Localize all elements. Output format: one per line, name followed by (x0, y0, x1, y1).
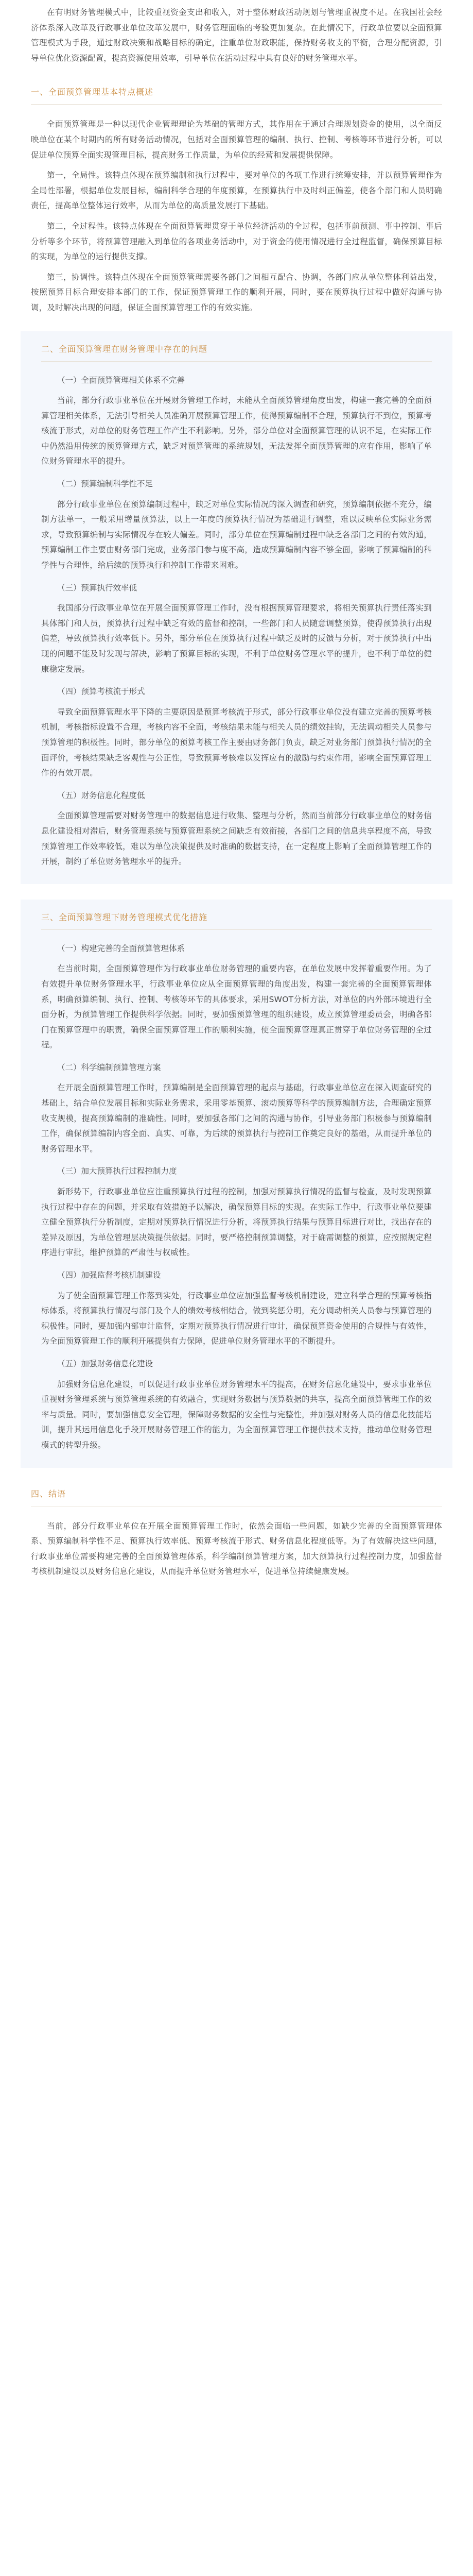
section-paragraph: 第二，全过程性。该特点体现在全面预算管理贯穿于单位经济活动的全过程，包括事前预测、事中控制、事后分析等多个环节，将预算管理融入到单位的各项业务活动中，对于资金的使用情况进行全过程监督，确保预算目标的实现，为单位的运行提供支撑。 (31, 221, 442, 262)
subsection-heading: （五）财务信息化程度低 (57, 790, 145, 800)
subsection-heading: （一）全面预算管理相关体系不完善 (57, 375, 185, 385)
subsection-heading: （二）科学编制预算管理方案 (57, 1062, 161, 1072)
subsection-paragraph: 为了使全面预算管理工作落到实处，行政事业单位应加强监督考核机制建设，建立科学合理的预算考核指标体系，将预算执行情况与部门及个人的绩效考核相结合，做到奖惩分明，充分调动相关人员参与预算管理的积极性。同时，要加强内部审计监督，定期对预算执行情况进行审计，确保预算资金使用的合规性与有效性，为全面预算管理工作的顺利开展提供有力保障，促进单位财务管理水平的不断提升。 (41, 1291, 432, 1346)
subsection-paragraph: 导致全面预算管理水平下降的主要原因是预算考核流于形式，部分行政事业单位没有建立完善的预算考核机制，考核指标设置不合理，考核内容不全面，考核结果未能与相关人员的绩效挂钩，无法调动相关人员参与预算管理的积极性。同时，部分单位的预算考核工作主要由财务部门负责，缺乏对业务部门预算执行情况的全面评价，考核结果缺乏客观性与公正性，导致预算考核难以发挥应有的激励与约束作用，影响全面预算管理工作的有效开展。 (41, 707, 432, 778)
subsection-heading: （三）加大预算执行过程控制力度 (57, 1166, 177, 1176)
section-paragraph: 当前，部分行政事业单位在开展全面预算管理工作时，依然会面临一些问题，如缺少完善的全面预算管理体系、预算编制科学性不足、预算执行效率低、预算考核流于形式、财务信息化程度低等。为了有效解决这些问题，行政事业单位需要构建完善的全面预算管理体系，科学编制预算管理方案，加大预算执行过程控制力度，加强监督考核机制建设以及财务信息化建设，从而提升单位财务管理水平，促进单位持续健康发展。 (31, 1521, 442, 1577)
subsection-heading: （四）预算考核流于形式 (57, 687, 145, 697)
subsection-heading: （五）加强财务信息化建设 (57, 1359, 153, 1368)
section-title: 二、全面预算管理在财务管理中存在的问题 (41, 344, 208, 354)
subsection-heading: （一）构建完善的全面预算管理体系 (57, 943, 185, 953)
section-box (21, 900, 452, 1468)
section-paragraph: 第一，全局性。该特点体现在预算编制和执行过程中，要对单位的各项工作进行统筹安排，并以预算管理作为全局性部署，根据单位发展目标，编制科学合理的年度预算，在预算执行中及时纠正偏差，使各个部门和人员明确责任，提高单位整体运行效率，从而为单位的高质量发展打下基础。 (31, 171, 442, 211)
section-box (21, 331, 452, 884)
subsection-paragraph: 全面预算管理需要对财务管理中的数据信息进行收集、整理与分析，然而当前部分行政事业单位的财务信息化建设相对滞后，财务管理系统与预算管理系统之间缺乏有效衔接，各部门之间的信息共享程度不高，导致预算管理工作效率较低，难以为单位决策提供及时准确的数据支持，在一定程度上影响了全面预算管理工作的开展，制约了单位财务管理水平的提升。 (41, 811, 432, 867)
section-title: 三、全面预算管理下财务管理模式优化措施 (41, 912, 208, 922)
subsection-heading: （四）加强监督考核机制建设 (57, 1270, 161, 1280)
section-divider (41, 361, 432, 362)
subsection-paragraph: 部分行政事业单位在预算编制过程中，缺乏对单位实际情况的深入调查和研究，预算编制依据不充分，编制方法单一，一般采用增量预算法，以上一年度的预算执行情况为基础进行调整，难以反映单位实际业务需求，导致预算编制与实际情况存在较大偏差。同时，部分单位在预算编制过程中缺乏各部门之间的有效沟通，预算编制工作主要由财务部门完成，业务部门参与度不高，造成预算编制内容不够全面，影响了预算编制的科学性与合理性，给后续的预算执行和控制工作带来困难。 (41, 499, 432, 570)
section-divider (41, 929, 432, 930)
subsection-paragraph: 在当前时期，全面预算管理作为行政事业单位财务管理的重要内容，在单位发展中发挥着重要作用。为了有效提升单位财务管理水平，行政事业单位应从全面预算管理的角度出发，构建一套完善的全面预算管理体系，明确预算编制、执行、控制、考核等环节的具体要求，采用SWOT分析方法，对单位的内外部环境进行全面分析，为预算管理工作提供科学依据。同时，要加强预算管理的组织建设，成立预算管理委员会，明确各部门在预算管理中的职责，确保全面预算管理工作的顺利实施，使全面预算管理真正贯穿于单位财务管理的全过程。 (41, 964, 432, 1050)
subsection-paragraph: 新形势下，行政事业单位应注重预算执行过程的控制，加强对预算执行情况的监督与检查，及时发现预算执行过程中存在的问题，并采取有效措施予以解决，确保预算目标的实现。在实际工作中，行政事业单位要建立健全预算执行分析制度，定期对预算执行情况进行分析，将预算执行结果与预算目标进行对比，找出存在的差异及原因，为单位管理层决策提供依据。同时，要严格控制预算调整，对于确需调整的预算，应按照规定程序进行审批，维护预算的严肃性与权威性。 (41, 1187, 432, 1258)
intro-paragraph: 在有明财务管理模式中，比较重视资金支出和收入，对于整体财政活动规划与管理重视度不足。在我国社会经济体系深入改革及行政事业单位改革发展中，财务管理面临的考验更加复杂。在此情况下，行政单位要以全面预算管理模式为手段，通过财政决策和战略目标的确定，注重单位财政职能，保持财务收支的平衡，合理分配资源，引导单位优化资源配置，提高资源使用效率，引导单位在活动过程中具有良好的财务管理水平。 (31, 8, 442, 63)
section-title: 一、全面预算管理基本特点概述 (31, 87, 154, 97)
subsection-paragraph: 加强财务信息化建设，可以促进行政事业单位财务管理水平的提高，在财务信息化建设中，要求事业单位重视财务管理系统与预算管理系统的有效融合，实现财务数据与预算数据的共享，提高全面预算管理工作的效率与质量。同时，要加强信息安全管理，保障财务数据的安全性与完整性，并加强对财务人员的信息化技能培训，提升其运用信息化手段开展财务管理工作的能力，为全面预算管理工作提供技术支持，推动单位财务管理模式的转型升级。 (41, 1379, 432, 1450)
section-divider (31, 104, 442, 105)
section-paragraph: 全面预算管理是一种以现代企业管理理论为基础的管理方式，其作用在于通过合理规划资金的使用，以全面反映单位在某个时期内的所有财务活动情况，包括对全面预算管理的编制、执行、控制、考核等环节进行分析，可以促进单位预算全面实现管理目标，提高财务工作质量，为单位的经营和发展提供保障。 (31, 120, 442, 160)
subsection-heading: （二）预算编制科学性不足 (57, 479, 153, 489)
section-title: 四、结语 (31, 1488, 66, 1499)
subsection-heading: （三）预算执行效率低 (57, 583, 137, 592)
subsection-paragraph: 当前，部分行政事业单位在开展财务管理工作时，未能从全面预算管理角度出发，构建一套完善的全面预算管理相关体系，无法引导相关人员准确开展预算管理工作，使得预算编制不合理，预算执行不到位，预算考核流于形式，对单位的财务管理工作产生不利影响。另外，部分单位对全面预算管理的认识不足，在实际工作中仍然沿用传统的预算管理方式，缺乏对预算管理的系统规划，无法发挥全面预算管理的应有作用，影响了单位财务管理水平的提升。 (41, 396, 432, 466)
subsection-paragraph: 在开展全面预算管理工作时，预算编制是全面预算管理的起点与基础，行政事业单位应在深入调查研究的基础上，结合单位发展目标和实际业务需求，采用零基预算、滚动预算等科学的预算编制方法，合理确定预算收支规模，提高预算编制的准确性。同时，要加强各部门之间的沟通与协作，引导业务部门积极参与预算编制工作，确保预算编制内容全面、真实、可靠，为后续的预算执行与控制工作奠定良好的基础，从而提升单位的财务管理水平。 (41, 1083, 432, 1154)
subsection-paragraph: 我国部分行政事业单位在开展全面预算管理工作时，没有根据预算管理要求，将相关预算执行责任落实到具体部门和人员，预算执行过程中缺乏有效的监督和控制，一些部门和人员随意调整预算，使得预算执行出现偏差，导致预算执行效率低下。另外，部分单位在预算执行过程中缺乏及时的反馈与分析，对于预算执行中出现的问题不能及时发现与解决，影响了预算目标的实现，不利于单位财务管理水平的提升，也不利于单位的健康稳定发展。 (41, 603, 432, 674)
section-paragraph: 第三，协调性。该特点体现在全面预算管理需要各部门之间相互配合、协调，各部门应从单位整体利益出发，按照预算目标合理安排本部门的工作，保证预算管理工作的顺利开展，同时，要在预算执行过程中做好沟通与协调，及时解决出现的问题，保证全面预算管理工作的有效实施。 (31, 272, 442, 312)
